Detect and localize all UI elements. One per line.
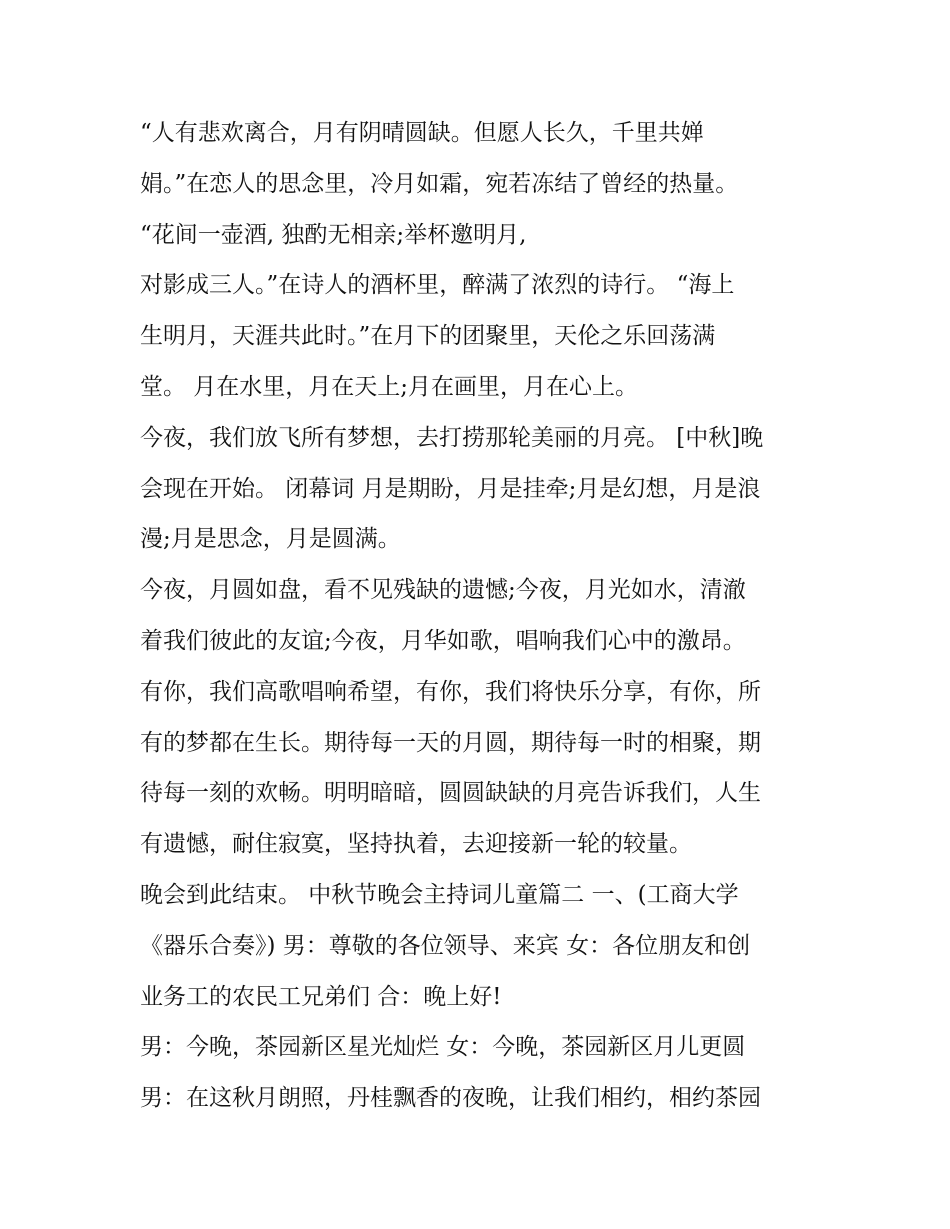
text-line: 漫;月是思念，月是圆满。 <box>140 526 401 553</box>
document-body <box>140 108 820 1124</box>
text-line: 着我们彼此的友谊;今夜，月华如歌，唱响我们心中的激昂。 <box>140 627 746 654</box>
text-line: 晚会到此结束。 中秋节晚会主持词儿童篇二 一、(工商大学 <box>140 881 739 908</box>
text-line: 对影成三人。”在诗人的酒杯里，醉满了浓烈的诗行。 “海上 <box>140 272 735 299</box>
text-line: 堂。 月在水里，月在天上;月在画里，月在心上。 <box>140 373 639 400</box>
text-line: 今夜，我们放飞所有梦想，去打捞那轮美丽的月亮。 [中秋]晚 <box>140 424 764 451</box>
text-line: 有遗憾，耐住寂寞，坚持执着，去迎接新一轮的较量。 <box>140 831 692 858</box>
text-line: 今夜，月圆如盘，看不见残缺的遗憾;今夜，月光如水，清澈 <box>140 577 746 604</box>
text-line: 男：今晚，茶园新区星光灿烂 女：今晚，茶园新区月儿更圆 <box>140 1034 746 1061</box>
text-line: “花间一壶酒, 独酌无相亲;举杯邀明月, <box>140 221 527 248</box>
text-line: 会现在开始。 闭幕词 月是期盼，月是挂牵;月是幻想，月是浪 <box>140 475 761 502</box>
text-line: 业务工的农民工兄弟们 合：晚上好! <box>140 983 502 1010</box>
text-line: 娟。”在恋人的思念里，冷月如霜，宛若冻结了曾经的热量。 <box>140 170 739 197</box>
text-line: 待每一刻的欢畅。明明暗暗，圆圆缺缺的月亮告诉我们，人生 <box>140 780 761 807</box>
text-line: 有的梦都在生长。期待每一天的月圆，期待每一时的相聚，期 <box>140 729 761 756</box>
text-line: 有你，我们高歌唱响希望，有你，我们将快乐分享，有你，所 <box>140 678 761 705</box>
text-line: 男：在这秋月朗照，丹桂飘香的夜晚，让我们相约，相约茶园 <box>140 1085 761 1112</box>
text-line: “人有悲欢离合，月有阴晴圆缺。但愿人长久，千里共婵 <box>140 120 704 146</box>
text-line: 生明月，天涯共此时。”在月下的团聚里，天伦之乐回荡满 <box>140 323 716 350</box>
text-line: 《器乐合奏》) 男：尊敬的各位领导、来宾 女：各位朋友和创 <box>140 932 751 959</box>
